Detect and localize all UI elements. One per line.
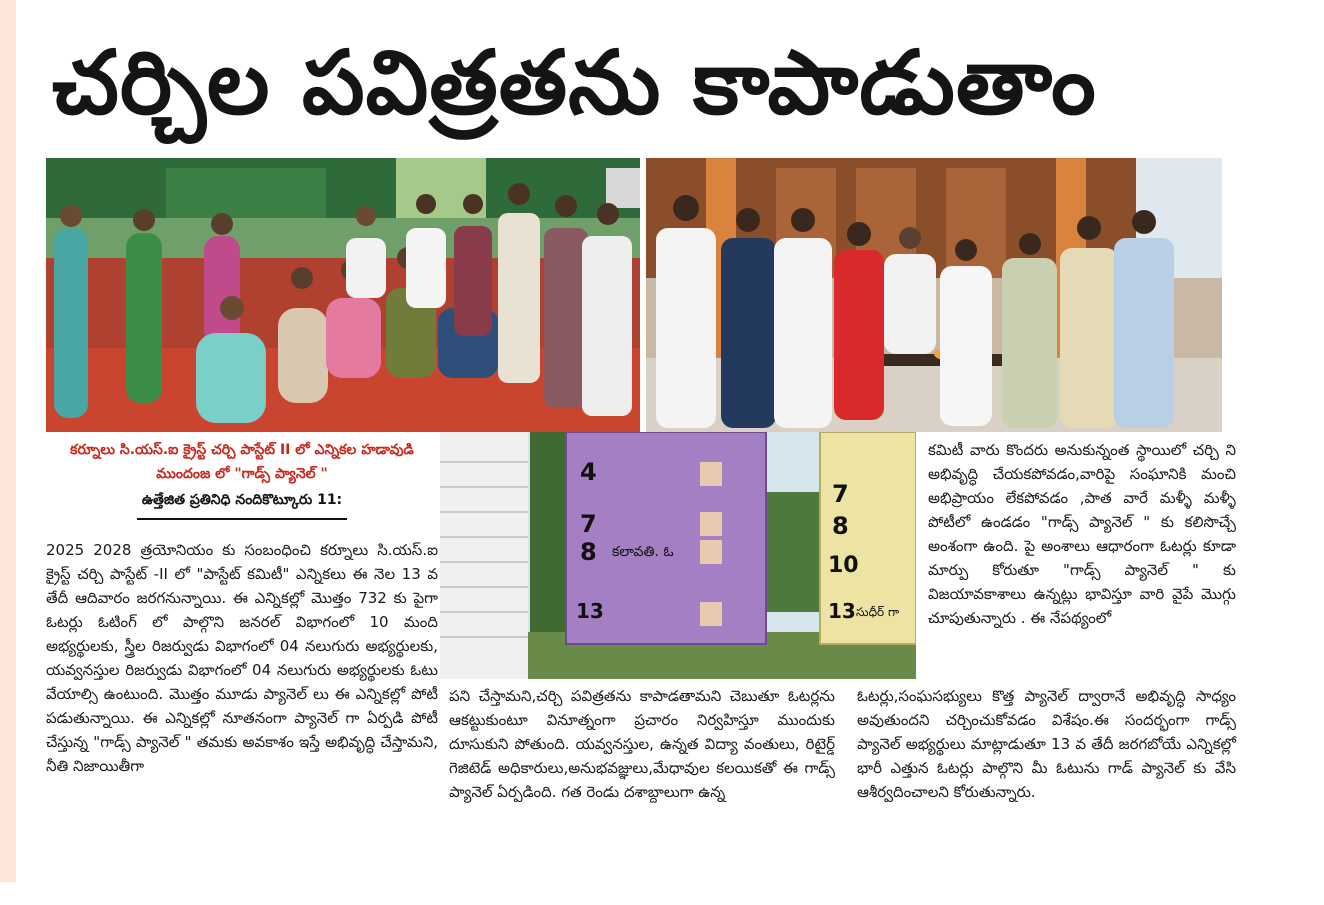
article-column-1 <box>46 538 438 778</box>
photo-outdoor-group <box>646 158 1222 432</box>
ballot-yellow-number-10: 10 <box>828 553 859 578</box>
photo-church-group <box>46 158 640 432</box>
photo-ballot-boards <box>440 432 916 679</box>
article-column-3-top <box>928 438 1236 630</box>
ballot-number-8: 8 <box>580 538 597 566</box>
byline: ఉత్తేజిత ప్రతినిధి నందికొట్కూరు 11: <box>141 492 343 508</box>
column-3-text-top: కమిటీ వారు కొందరు అనుకున్నంత స్థాయిలో చర్చి ని అభివృద్ధి చేయకపోవడం,వారిపై సంఘానికి మంచి అభిప్రాయం లేకపోవడం ,పాత వారే మళ్ళీ మళ్ళీ పోటీలో ఉండడం "గాడ్స్ ప్యానెల్ " కు కలిసొచ్చే అంశంగా ఉంది. పై అంశాలు ఆధారంగా ఓటర్లు కూడా మార్పు కోరుతూ "గాడ్స్ ప్యానెల్ " కు విజయావకాశాలు ఉన్నట్లు భావిస్తూ వారి వైపే మొగ్గు చూపుతున్నారు . ఈ నేపథ్యంలో <box>928 441 1236 627</box>
column-2-text: పని చేస్తామని,చర్చి పవిత్రతను కాపాడతామని చెబుతూ ఓటర్లను ఆకట్టుకుంటూ వినూత్నంగా ప్రచారం నిర్వహిస్తూ ముందుకు దూసుకుని పోతుంది. యవ్వనస్తుల, ఉన్నత విద్యా వంతులు, రిటైర్డ్ గెజిటెడ్ అధికారులు,అనుభవజ్ఞులు,మేధావుల కలయికతో ఈ గాడ్స్ ప్యానెల్ ఏర్పడింది. గత రెండు దశాబ్దాలుగా ఉన్న <box>449 687 835 801</box>
ballot-yellow-candidate: సుధీర్ గా <box>856 605 900 619</box>
ballot-number-13: 13 <box>576 599 604 623</box>
article-column-2 <box>449 684 835 804</box>
caption-title-line1: కర్నూలు సి.యస్.ఐ క్రైస్ట్ చర్చి పాస్టేట్ II లో ఎన్నికల హడావుడి <box>70 442 414 458</box>
photo-caption <box>46 438 438 520</box>
ballot-yellow-number-8: 8 <box>832 512 849 540</box>
headline: చర్చిల పవిత్రతను కాపాడుతాం <box>52 31 1097 134</box>
column-3-text-bottom: ఓటర్లు,సంఘసభ్యులు కొత్త ప్యానెల్ ద్వారానే అభివృద్ధి సాధ్యం అవుతుందని చర్చించుకోవడం విశేషం.ఈ సందర్భంగా గాడ్స్ ప్యానెల్ అభ్యర్థులు మాట్లాడుతూ 13 వ తేదీ జరగబోయే ఎన్నికల్లో భారీ ఎత్తున ఓటర్లు పాల్గొని మీ ఓటును గాడ్ ప్యానెల్ కు వేసి ఆశీర్వదించాలని కోరుతున్నారు. <box>857 687 1236 801</box>
column-1-text: 2025 2028 త్రయోనియం కు సంబంధించి కర్నూలు సి.యస్.ఐ క్రైస్ట్ చర్చి పాస్టేట్ -II లో "పాస్టేట్ కమిటీ" ఎన్నికలు ఈ నెల 13 వ తేదీ ఆదివారం జరగనున్నాయి. ఈ ఎన్నికల్లో మొత్తం 732 కు పైగా ఓటర్లు ఓటింగ్ లో పాల్గొని జనరల్ విభాగంలో 10 మంది అభ్యర్థులకు, స్త్రీల రిజర్వుడు విభాగంలో 04 నలుగురు అభ్యర్థులకు, యవ్వనస్తుల రిజర్వుడు విభాగంలో 04 నలుగురు అభ్యర్థులకు ఓటు వేయాల్సి ఉంటుంది. మొత్తం మూడు ప్యానెల్ లు ఈ ఎన్నికల్లో పోటీ పడుతున్నాయి. ఈ ఎన్నికల్లో నూతనంగా ప్యానెల్ గా ఏర్పడి పోటీ చేస్తున్న "గాడ్స్ ప్యానెల్ " తమకు అవకాశం ఇస్తే అభివృద్ధి చేస్తామని, నీతి నిజాయితీగా <box>46 541 438 775</box>
ballot-yellow-number-13: 13 <box>828 599 856 623</box>
ballot-number-4: 4 <box>580 458 597 486</box>
ballot-yellow-number-7: 7 <box>832 480 849 508</box>
caption-title-line2: ముందంజ లో "గాడ్స్ ప్యానెల్ " <box>156 466 328 482</box>
article-column-3-bottom <box>857 684 1236 804</box>
ballot-candidate-name: కలావతి. ఓ <box>612 544 674 560</box>
caption-divider <box>137 518 347 520</box>
page-margin-strip <box>0 0 16 882</box>
ballot-number-7: 7 <box>580 510 597 538</box>
